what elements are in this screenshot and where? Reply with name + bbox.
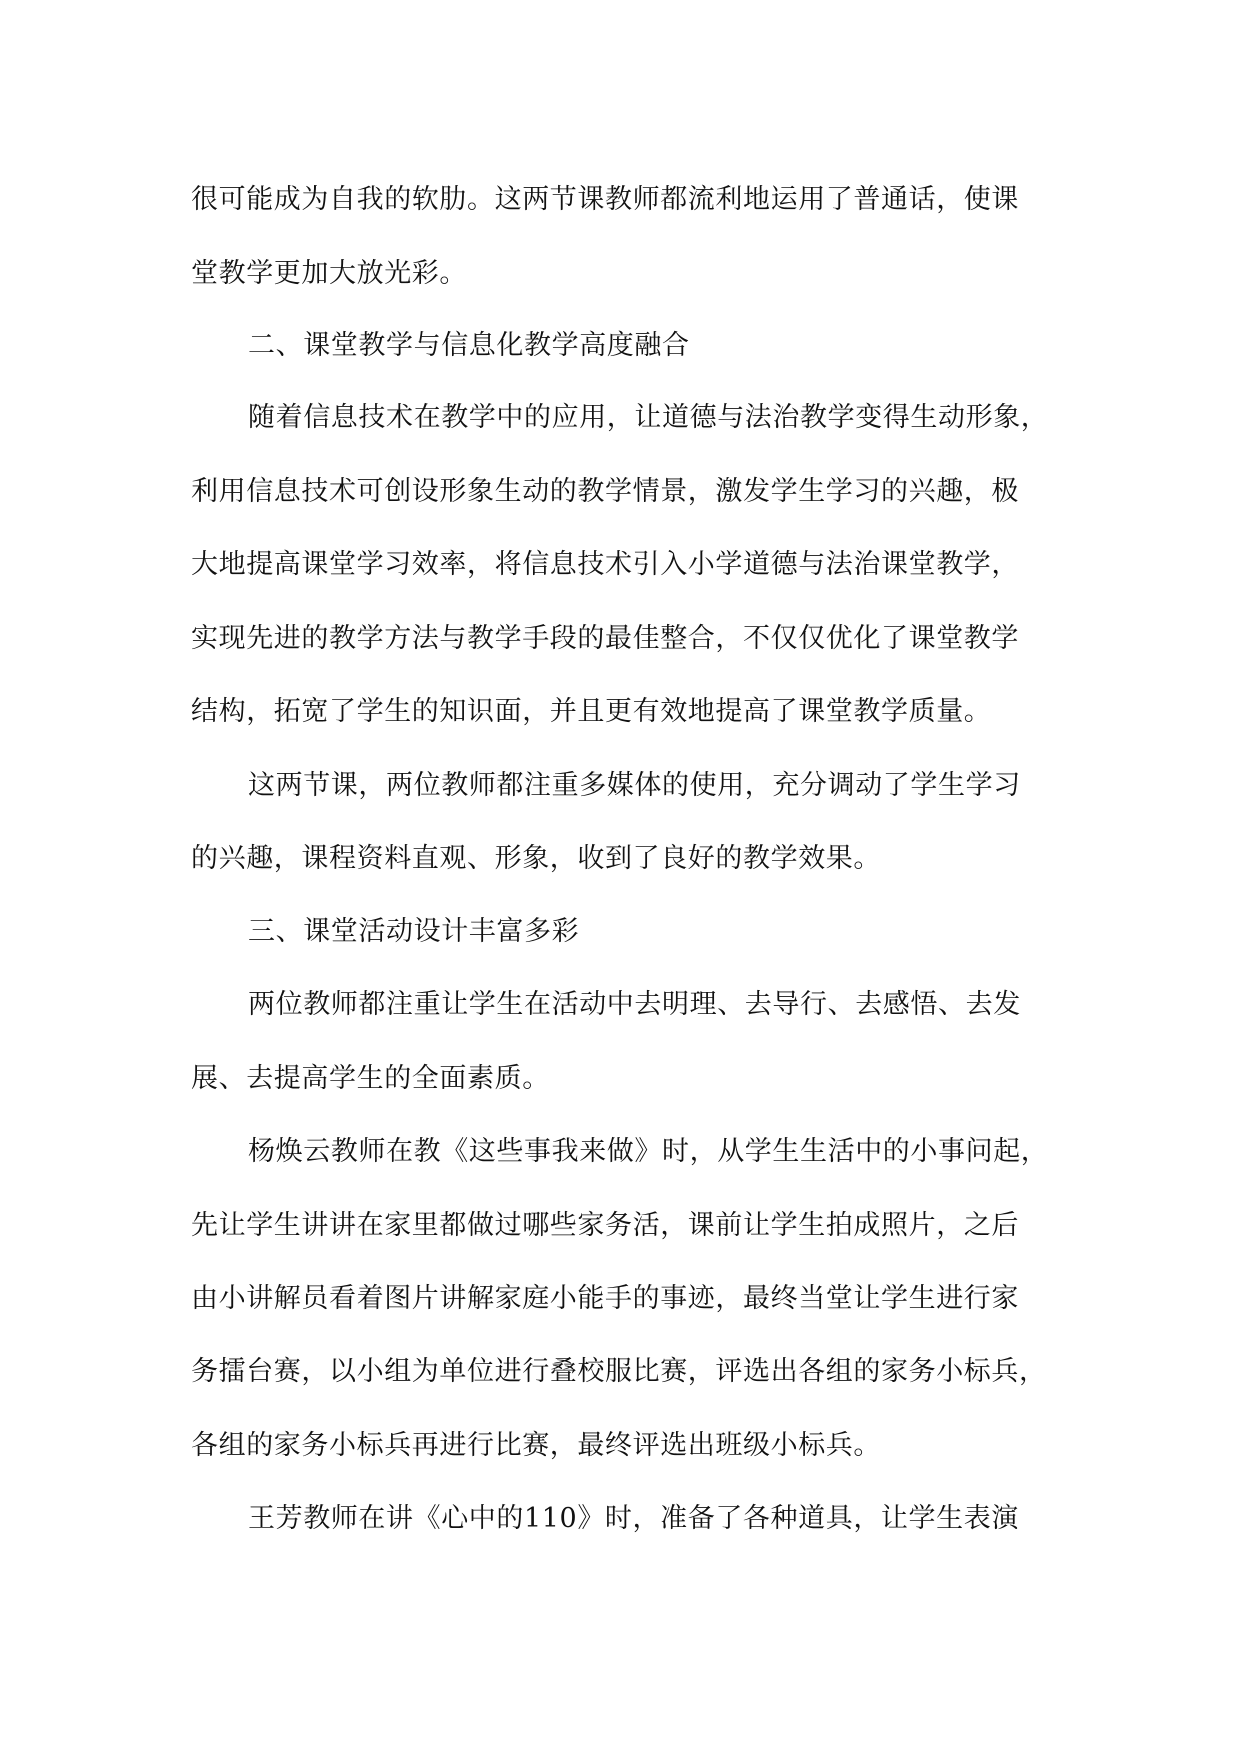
paragraph-line: 先让学生讲讲在家里都做过哪些家务活，课前让学生拍成照片，之后 xyxy=(191,1210,1019,1241)
section-heading: 三、课堂活动设计丰富多彩 xyxy=(248,916,580,947)
paragraph-line: 展、去提高学生的全面素质。 xyxy=(191,1063,550,1094)
paragraph-line: 王芳教师在讲《心中的110》时，准备了各种道具，让学生表演 xyxy=(248,1503,1019,1534)
paragraph-line: 的兴趣，课程资料直观、形象，收到了良好的教学效果。 xyxy=(191,843,881,874)
paragraph-line: 杨焕云教师在教《这些事我来做》时，从学生生活中的小事问起， xyxy=(248,1136,1049,1167)
paragraph-line: 堂教学更加大放光彩。 xyxy=(191,258,467,289)
paragraph-line: 务擂台赛，以小组为单位进行叠校服比赛，评选出各组的家务小标兵， xyxy=(191,1356,1047,1387)
paragraph-line: 结构，拓宽了学生的知识面，并且更有效地提高了课堂教学质量。 xyxy=(191,696,992,727)
paragraph-line: 由小讲解员看着图片讲解家庭小能手的事迹，最终当堂让学生进行家 xyxy=(191,1283,1019,1314)
paragraph-line: 利用信息技术可创设形象生动的教学情景，激发学生学习的兴趣，极 xyxy=(191,476,1019,507)
paragraph-line: 两位教师都注重让学生在活动中去明理、去导行、去感悟、去发 xyxy=(248,989,1021,1020)
paragraph-line: 随着信息技术在教学中的应用，让道德与法治教学变得生动形象， xyxy=(248,402,1049,433)
paragraph-line: 这两节课，两位教师都注重多媒体的使用，充分调动了学生学习 xyxy=(248,770,1021,801)
paragraph-line: 大地提高课堂学习效率，将信息技术引入小学道德与法治课堂教学， xyxy=(191,549,1019,580)
paragraph-line: 实现先进的教学方法与教学手段的最佳整合，不仅仅优化了课堂教学 xyxy=(191,623,1019,654)
paragraph-line: 很可能成为自我的软肋。这两节课教师都流利地运用了普通话，使课 xyxy=(191,184,1019,215)
section-heading: 二、课堂教学与信息化教学高度融合 xyxy=(248,330,690,361)
paragraph-line: 各组的家务小标兵再进行比赛，最终评选出班级小标兵。 xyxy=(191,1430,881,1461)
